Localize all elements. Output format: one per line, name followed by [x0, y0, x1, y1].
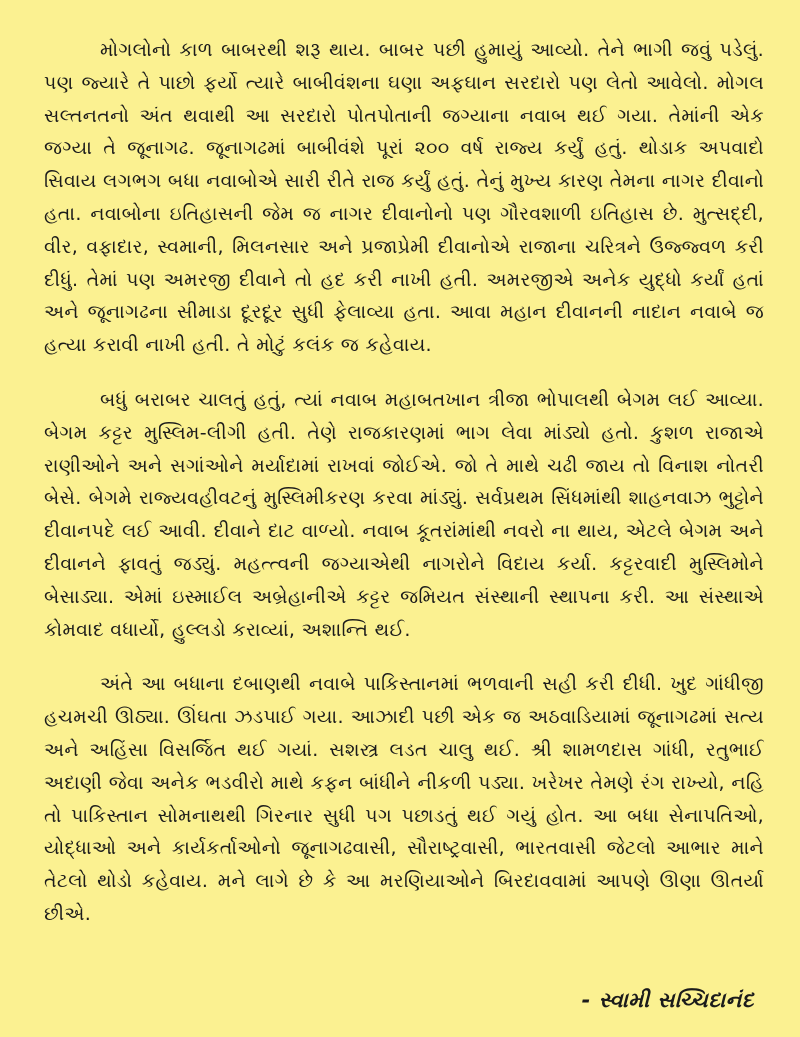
paragraph-liberation-struggle: અંતે આ બધાના દબાણથી નવાબે પાકિસ્તાનમાં ભળવાની સહી કરી દીધી. ખુદ ગાંધીજી હચમચી ઊઠ્યા. ઊંઘતા ઝડપાઈ ગયા. આઝાદી પછી એક જ અઠવાડિયામાં જૂનાગઢમાં સત્ય અને અહિંસા વિસર્જિત થઈ ગયાં. સશસ્ત્ર લડત ચાલુ થઈ. શ્રી શામળદાસ ગાંધી, રતુભાઈ અદાણી જેવા અનેક ભડવીરો માથે કફન બાંધીને નીકળી પડ્યા. ખરેખર તેમણે રંગ રાખ્યો, નહિ તો પાકિસ્તાન સોમનાથથી ગિરનાર સુધી પગ પછાડતું થઈ ગયું હોત. આ બધા સેનાપતિઓ, યોદ્ધાઓ અને કાર્યકર્તાઓનો જૂનાગઢવાસી, સૌરાષ્ટ્રવાસી, ભારતવાસી જેટલો આભાર માને તેટલો થોડો કહેવાય. મને લાગે છે કે આ મરણિયાઓને બિરદાવવામાં આપણે ઊણા ઊતર્યા છીએ.: [44, 673, 764, 925]
paragraph-begum-politics: બધું બરાબર ચાલતું હતું, ત્યાં નવાબ મહાબતખાન ત્રીજા ભોપાલથી બેગમ લઈ આવ્યા. બેગમ કટ્ટર મુસ્લિમ-લીગી હતી. તેણે રાજકારણમાં ભાગ લેવા માંડ્યો હતો. કુશળ રાજાએ રાણીઓને અને સગાંઓને મર્યાદામાં રાખવાં જોઈએ. જો તે માથે ચઢી જાય તો વિનાશ નોતરી બેસે. બેગમે રાજ્યવહીવટનું મુસ્લિમીકરણ કરવા માંડ્યું. સર્વપ્રથમ સિંધમાંથી શાહનવાઝ ભુટ્ટોને દીવાનપદે લઈ આવી. દીવાને દાટ વાળ્યો. નવાબ કૂતરાંમાંથી નવરો ના થાય, એટલે બેગમ અને દીવાનને ફાવતું જડ્યું. મહત્ત્વની જગ્યાએથી નાગરોને વિદાય કર્યા. કટ્ટરવાદી મુસ્લિમોને બેસાડ્યા. એમાં ઇસ્માઈલ અબ્રેહાનીએ કટ્ટર જમિયત સંસ્થાની સ્થાપના કરી. આ સંસ્થાએ કોમવાદ વધાર્યો, હુલ્લડો કરાવ્યાં, અશાન્તિ થઈ.: [44, 388, 764, 641]
paragraph-mughal-history: મોગલોનો કાળ બાબરથી શરૂ થાય. બાબર પછી હુમાયું આવ્યો. તેને ભાગી જવું પડેલું. પણ જ્યારે તે પાછો ફર્યો ત્યારે બાબીવંશના ઘણા અફઘાન સરદારો પણ લેતો આવેલો. મોગલ સલ્તનતનો અંત થવાથી આ સરદારો પોતપોતાની જગ્યાના નવાબ થઈ ગયા. તેમાંની એક જગ્યા તે જૂનાગઢ. જૂનાગઢમાં બાબીવંશે પૂરાં ૨૦૦ વર્ષ રાજ્ય કર્યું હતું. થોડાક અપવાદો સિવાય લગભગ બધા નવાબોએ સારી રીતે રાજ કર્યું હતું. તેનું મુખ્ય કારણ તેમના નાગર દીવાનો હતા. નવાબોના ઇતિહાસની જેમ જ નાગર દીવાનોનો પણ ગૌરવશાળી ઇતિહાસ છે. મુત્સદ્દી, વીર, વફાદાર, સ્વમાની, મિલનસાર અને પ્રજાપ્રેમી દીવાનોએ રાજાના ચરિત્રને ઉજ્જ્વળ કરી દીધું. તેમાં પણ અમરજી દીવાને તો હદ કરી નાખી હતી. અમરજીએ અનેક યુદ્ધો કર્યાં હતાં અને જૂનાગઢના સીમાડા દૂરદૂર સુધી ફેલાવ્યા હતા. આવા મહાન દીવાનની નાદાન નવાબે જ હત્યા કરાવી નાખી હતી. તે મોટું કલંક જ કહેવાય.: [44, 39, 764, 357]
author-signature: - સ્વામી સચ્ચિદાનંદ: [581, 988, 754, 1012]
